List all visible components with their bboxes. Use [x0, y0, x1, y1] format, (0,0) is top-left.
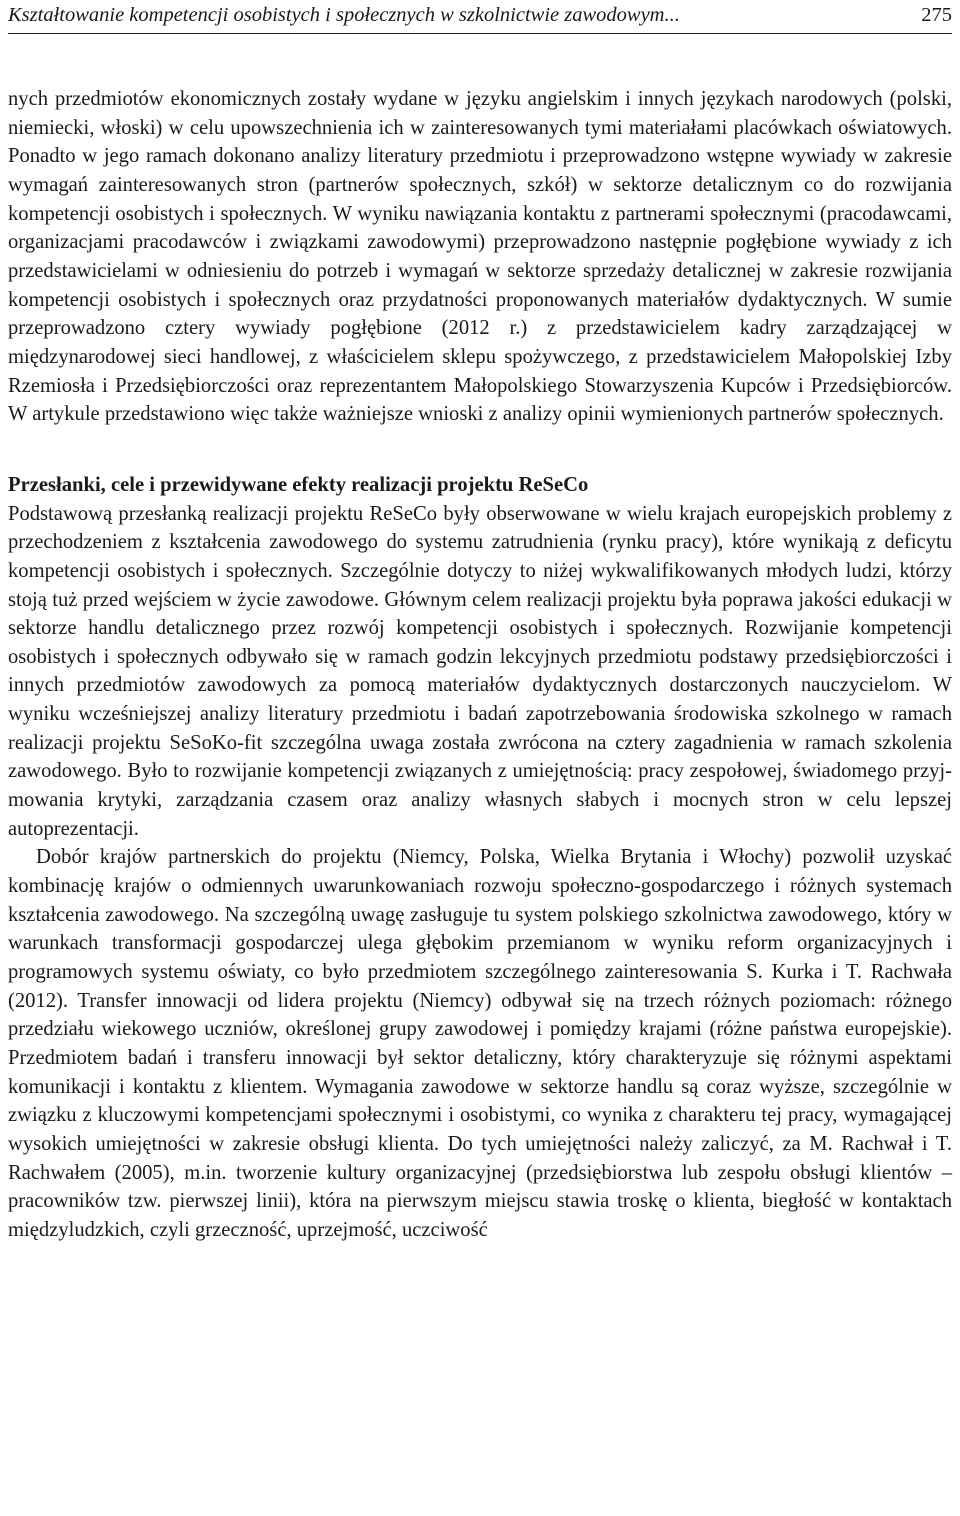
page-number: 275	[921, 4, 952, 26]
header-rule	[8, 33, 952, 34]
section-heading: Przesłanki, cele i przewidywane efekty realizacji projektu ReSeCo	[8, 473, 589, 496]
paragraph-1: nych przedmiotów ekonomicznych zostały wydane w języku angielskim i innych językach narodowych (polski, niemiecki, włoski) w celu upowszechnienia ich w zainteresowanych tymi materiałami placówkach oświatowych. Ponadto w jego ramach dokonano analizy literatury przedmiotu i przeprowadzono wstępne wywiady w zakresie wymagań zainteresowanych stron (partnerów społecznych, szkół) w sektorze detalicznym co do rozwijania kompetencji osobistych i społecznych. W wyniku nawiązania kontaktu z partnerami społecznymi (pracodawcami, organizacjami pracodawców i związkami zawodowymi) przeprowadzono następnie pogłębione wywiady z ich przedstawicielami w odniesieniu do potrzeb i wymagań w sektorze sprzedaży detalicznej w zakresie rozwijania kompetencji osobistych i społecznych oraz przydatności proponowanych materiałów dydaktycznych. W sumie przeprowadzono cztery wywiady pogłębione (2012 r.) z przedstawicielem kadry zarządzającej w międzynarodowej sieci handlowej, z właścicielem sklepu spożywczego, z przedstawicielem Małopolskiej Izby Rzemiosła i Przedsiębiorczości oraz reprezentantem Małopolskiego Stowarzyszenia Kupców i Przedsiębiorców. W artykule przedstawiono więc także ważniejsze wnioski z analizy opinii wymienionych partnerów społecznych.	[8, 88, 952, 426]
article-body	[8, 85, 952, 1245]
running-title: Kształtowanie kompetencji osobistych i społecznych w szkolnictwie zawodowym...	[8, 4, 680, 26]
paragraph-3: Dobór krajów partnerskich do projektu (Niemcy, Polska, Wielka Brytania i Włochy) pozwolił uzyskać kombinację krajów o odmiennych uwarunkowaniach rozwoju społeczno-gospodarczego i różnych systemach kształcenia zawodowego. Na szczególną uwagę zasługuje tu system polskiego szkolnictwa zawodowego, który w warunkach transformacji gospodarczej ulega głębokim przemianom w wyniku reform organizacyjnych i programowych systemu oświaty, co było przedmiotem szczególnego zainteresowania S. Kurka i T. Rachwała (2012). Transfer innowacji od lidera projektu (Niemcy) odbywał się na trzech różnych poziomach: różnego przedziału wiekowego uczniów, określonej grupy zawodowej i pomiędzy krajami (różne państwa europejskie). Przedmiotem badań i transferu innowacji był sektor detaliczny, który charakteryzuje się różnymi aspektami komunikacji i kontaktu z klientem. Wymagania zawodowe w sektorze handlu są coraz wyższe, szczególnie w związku z kluczowymi kompetencjami społecznymi i osobistymi, co wynika z charakteru tej pracy, wymagającej wysokich umiejętności w zakresie obsługi klienta. Do tych umiejętności należy zaliczyć, za M. Rachwał i T. Rachwałem (2005), m.in. tworzenie kultury organizacyjnej (przedsiębiorstwa lub zespołu obsługi klientów – pracowników tzw. pierwszej linii), która na pierwszym miejscu stawia troskę o klienta, biegłość w kontaktach międzyludzkich, czyli grzeczność, uprzejmość, uczciwość	[8, 846, 952, 1241]
paragraph-2: Podstawową przesłanką realizacji projektu ReSeCo były obserwowane w wielu krajach europejskich problemy z przechodzeniem z kształcenia zawodowego do systemu zatrudnienia (rynku pracy), które wynikają z deficytu kompetencji osobistych i społecznych. Szczególnie dotyczy to niżej wykwalifikowanych młodych ludzi, którzy stoją tuż przed wejściem w życie zawodowe. Głównym celem realizacji projektu była poprawa jakości edukacji w sektorze handlu detalicznego przez rozwój kompetencji osobistych i społecznych. Rozwijanie kompetencji osobistych i społecznych odbywało się w ramach godzin lekcyjnych przedmiotu podstawy przedsiębiorczości i innych przedmiotów zawodowych za pomocą materiałów dydaktycznych dostarczonych nauczycielom. W wyniku wcześniejszej analizy literatury przedmiotu i badań zapotrzebowania środowiska szkolnego w ramach realizacji projektu SeSoKo-fit szczególna uwaga została zwrócona na cztery zagadnienia w ramach szkolenia zawodowego. Było to rozwijanie kompetencji związanych z umiejętnością: pracy zespołowej, świadomego przyjmowania krytyki, zarządzania czasem oraz analizy własnych słabych i mocnych stron w celu lepszej autoprezentacji.	[8, 502, 952, 840]
running-header	[8, 4, 952, 32]
